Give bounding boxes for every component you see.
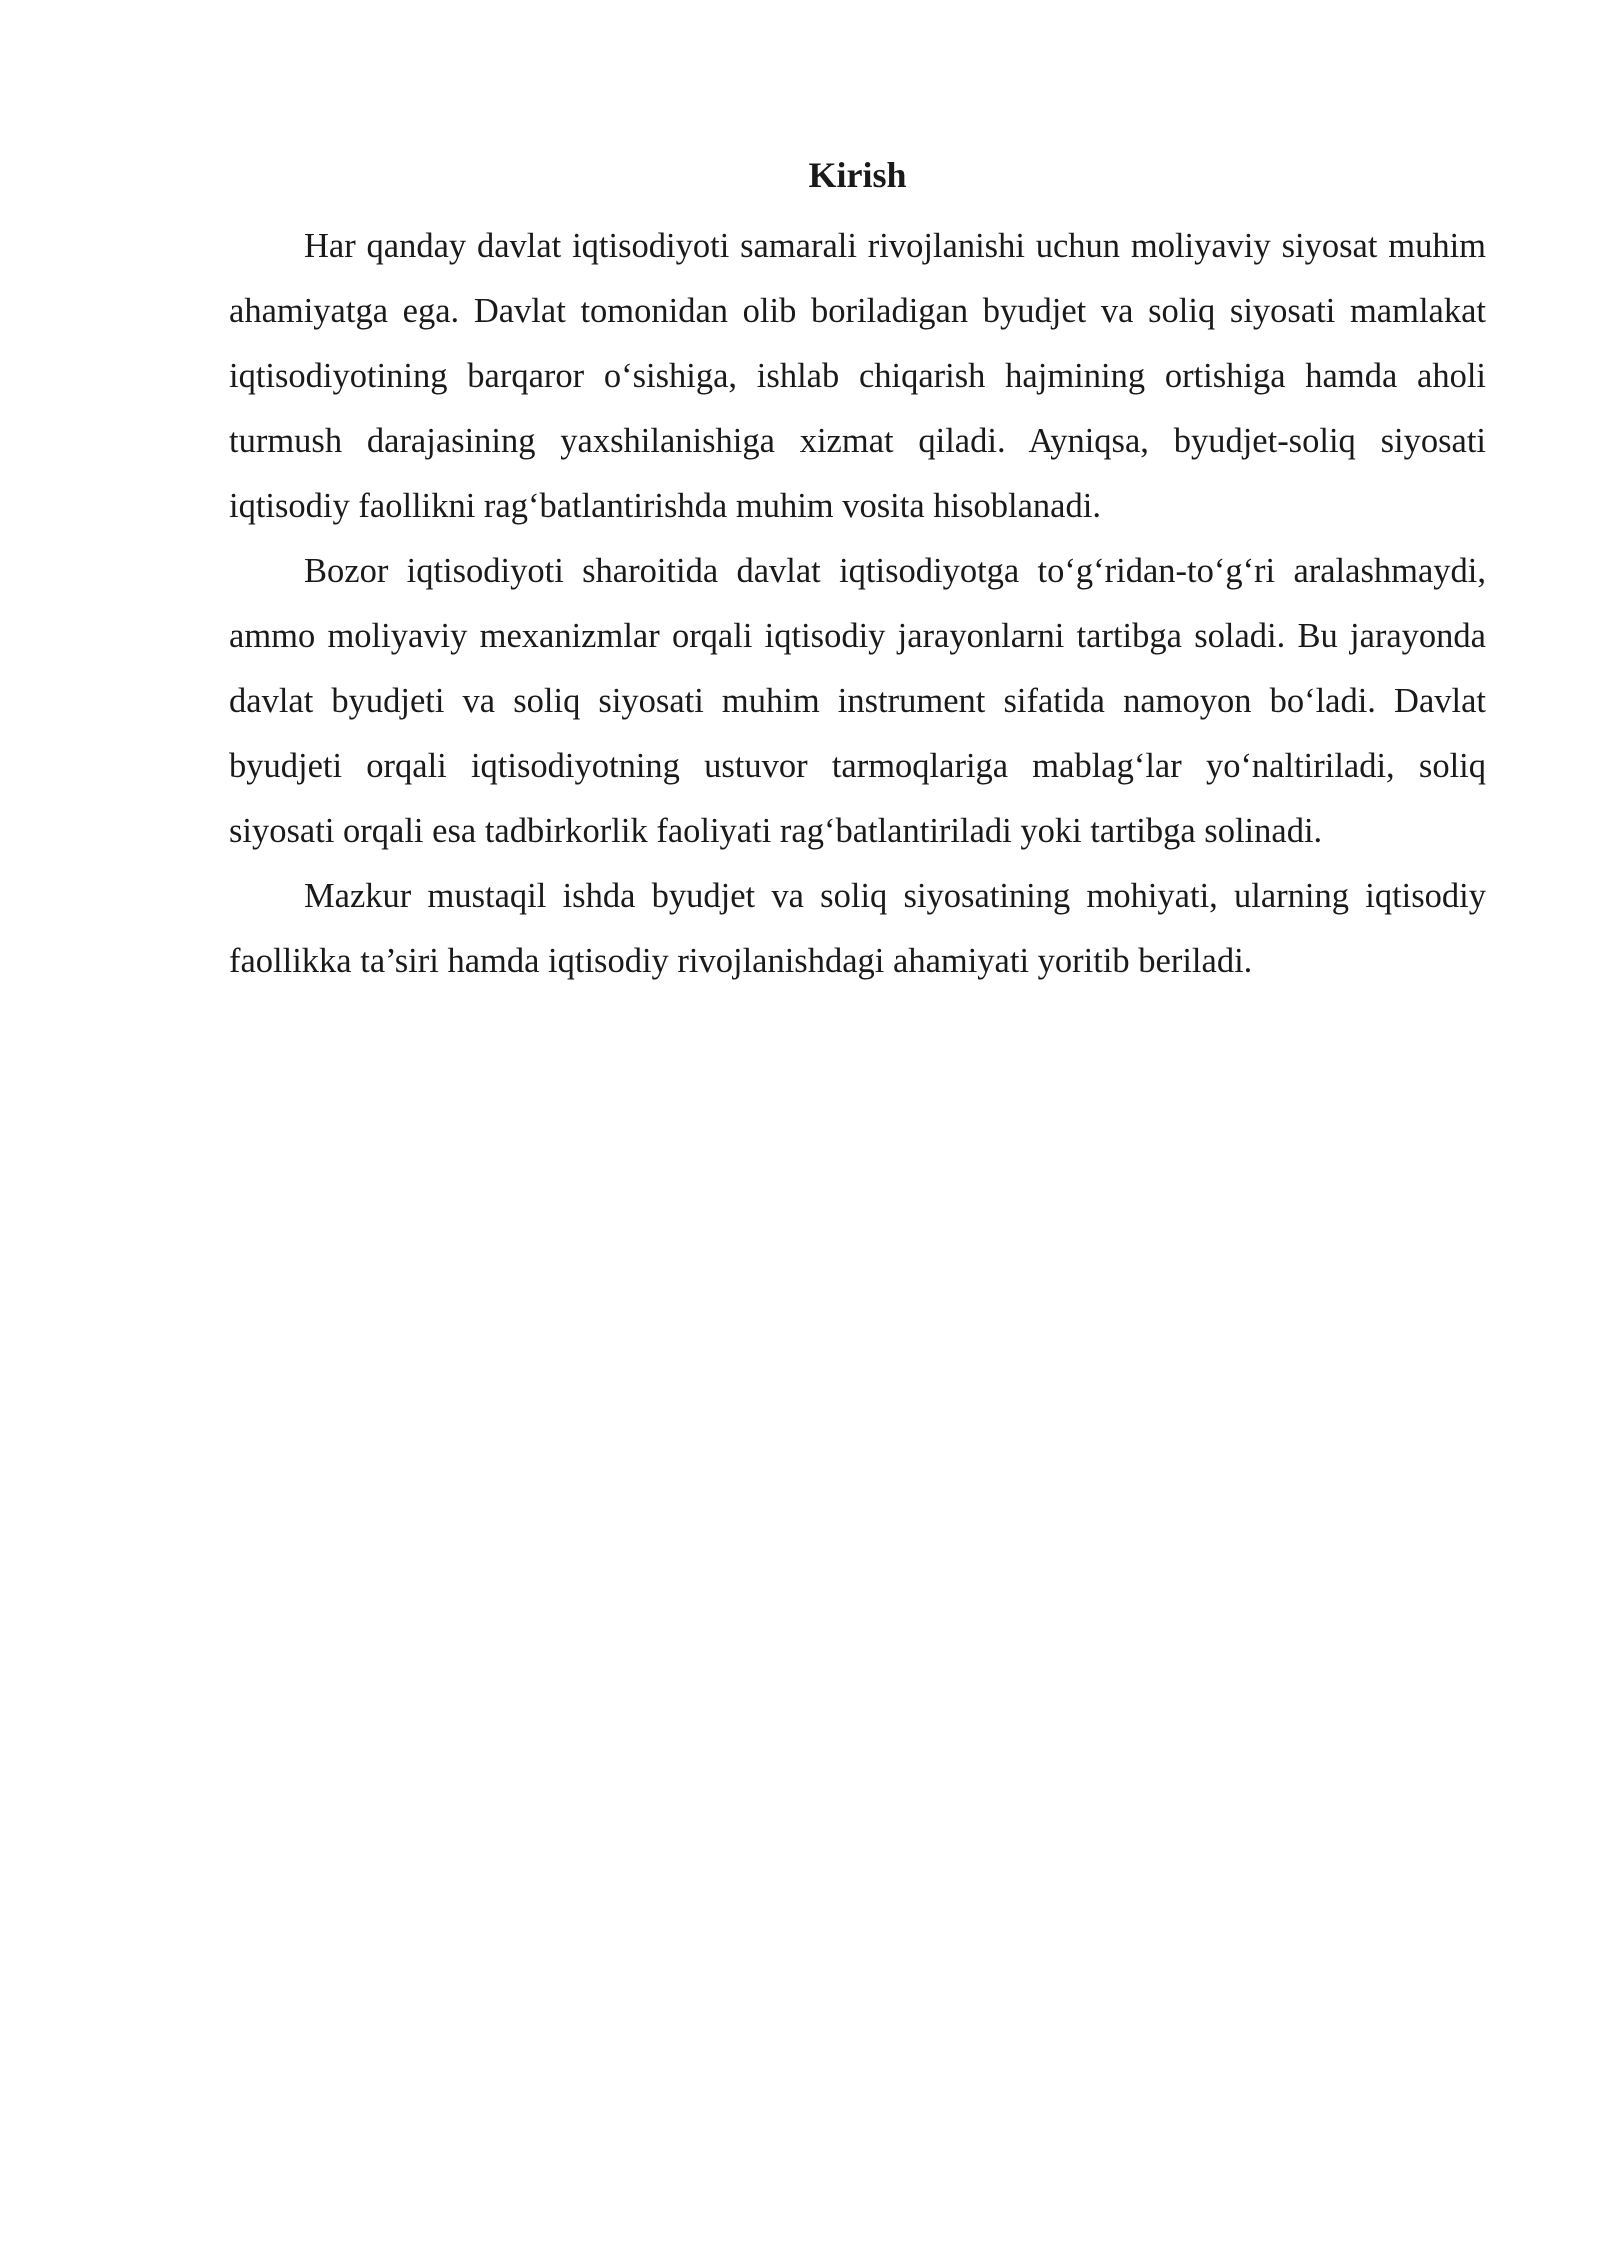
paragraph-3: Mazkur mustaqil ishda byudjet va soliq siyosatining mohiyati, ularning iqtisodiy faollikka ta’siri hamda iqtisodiy rivojlanishdagi ahamiyati yoritib beriladi. [229, 877, 1486, 980]
paragraph-1: Har qanday davlat iqtisodiyoti samarali rivojlanishi uchun moliyaviy siyosat muhim ahamiyatga ega. Davlat tomonidan olib boriladigan byudjet va soliq siyosati mamlakat iqtisodiyotining barqaror o‘sishiga, ishlab chiqarish hajmining ortishiga hamda aholi turmush darajasining yaxshilanishiga xizmat qiladi. Ayniqsa, byudjet-soliq siyosati iqtisodiy faollikni rag‘batlantirishda muhim vosita hisoblanadi. [229, 227, 1486, 525]
paragraph-2: Bozor iqtisodiyoti sharoitida davlat iqtisodiyotga to‘g‘ridan-to‘g‘ri aralashmaydi, ammo moliyaviy mexanizmlar orqali iqtisodiy jarayonlarni tartibga soladi. Bu jarayonda davlat byudjeti va soliq siyosati muhim instrument sifatida namoyon bo‘ladi. Davlat byudjeti orqali iqtisodiyotning ustuvor tarmoqlariga mablag‘lar yo‘naltiriladi, soliq siyosati orqali esa tadbirkorlik faoliyati rag‘batlantiriladi yoki tartibga solinadi. [229, 552, 1486, 850]
document-body [229, 150, 1486, 994]
section-title: Kirish [808, 155, 907, 195]
